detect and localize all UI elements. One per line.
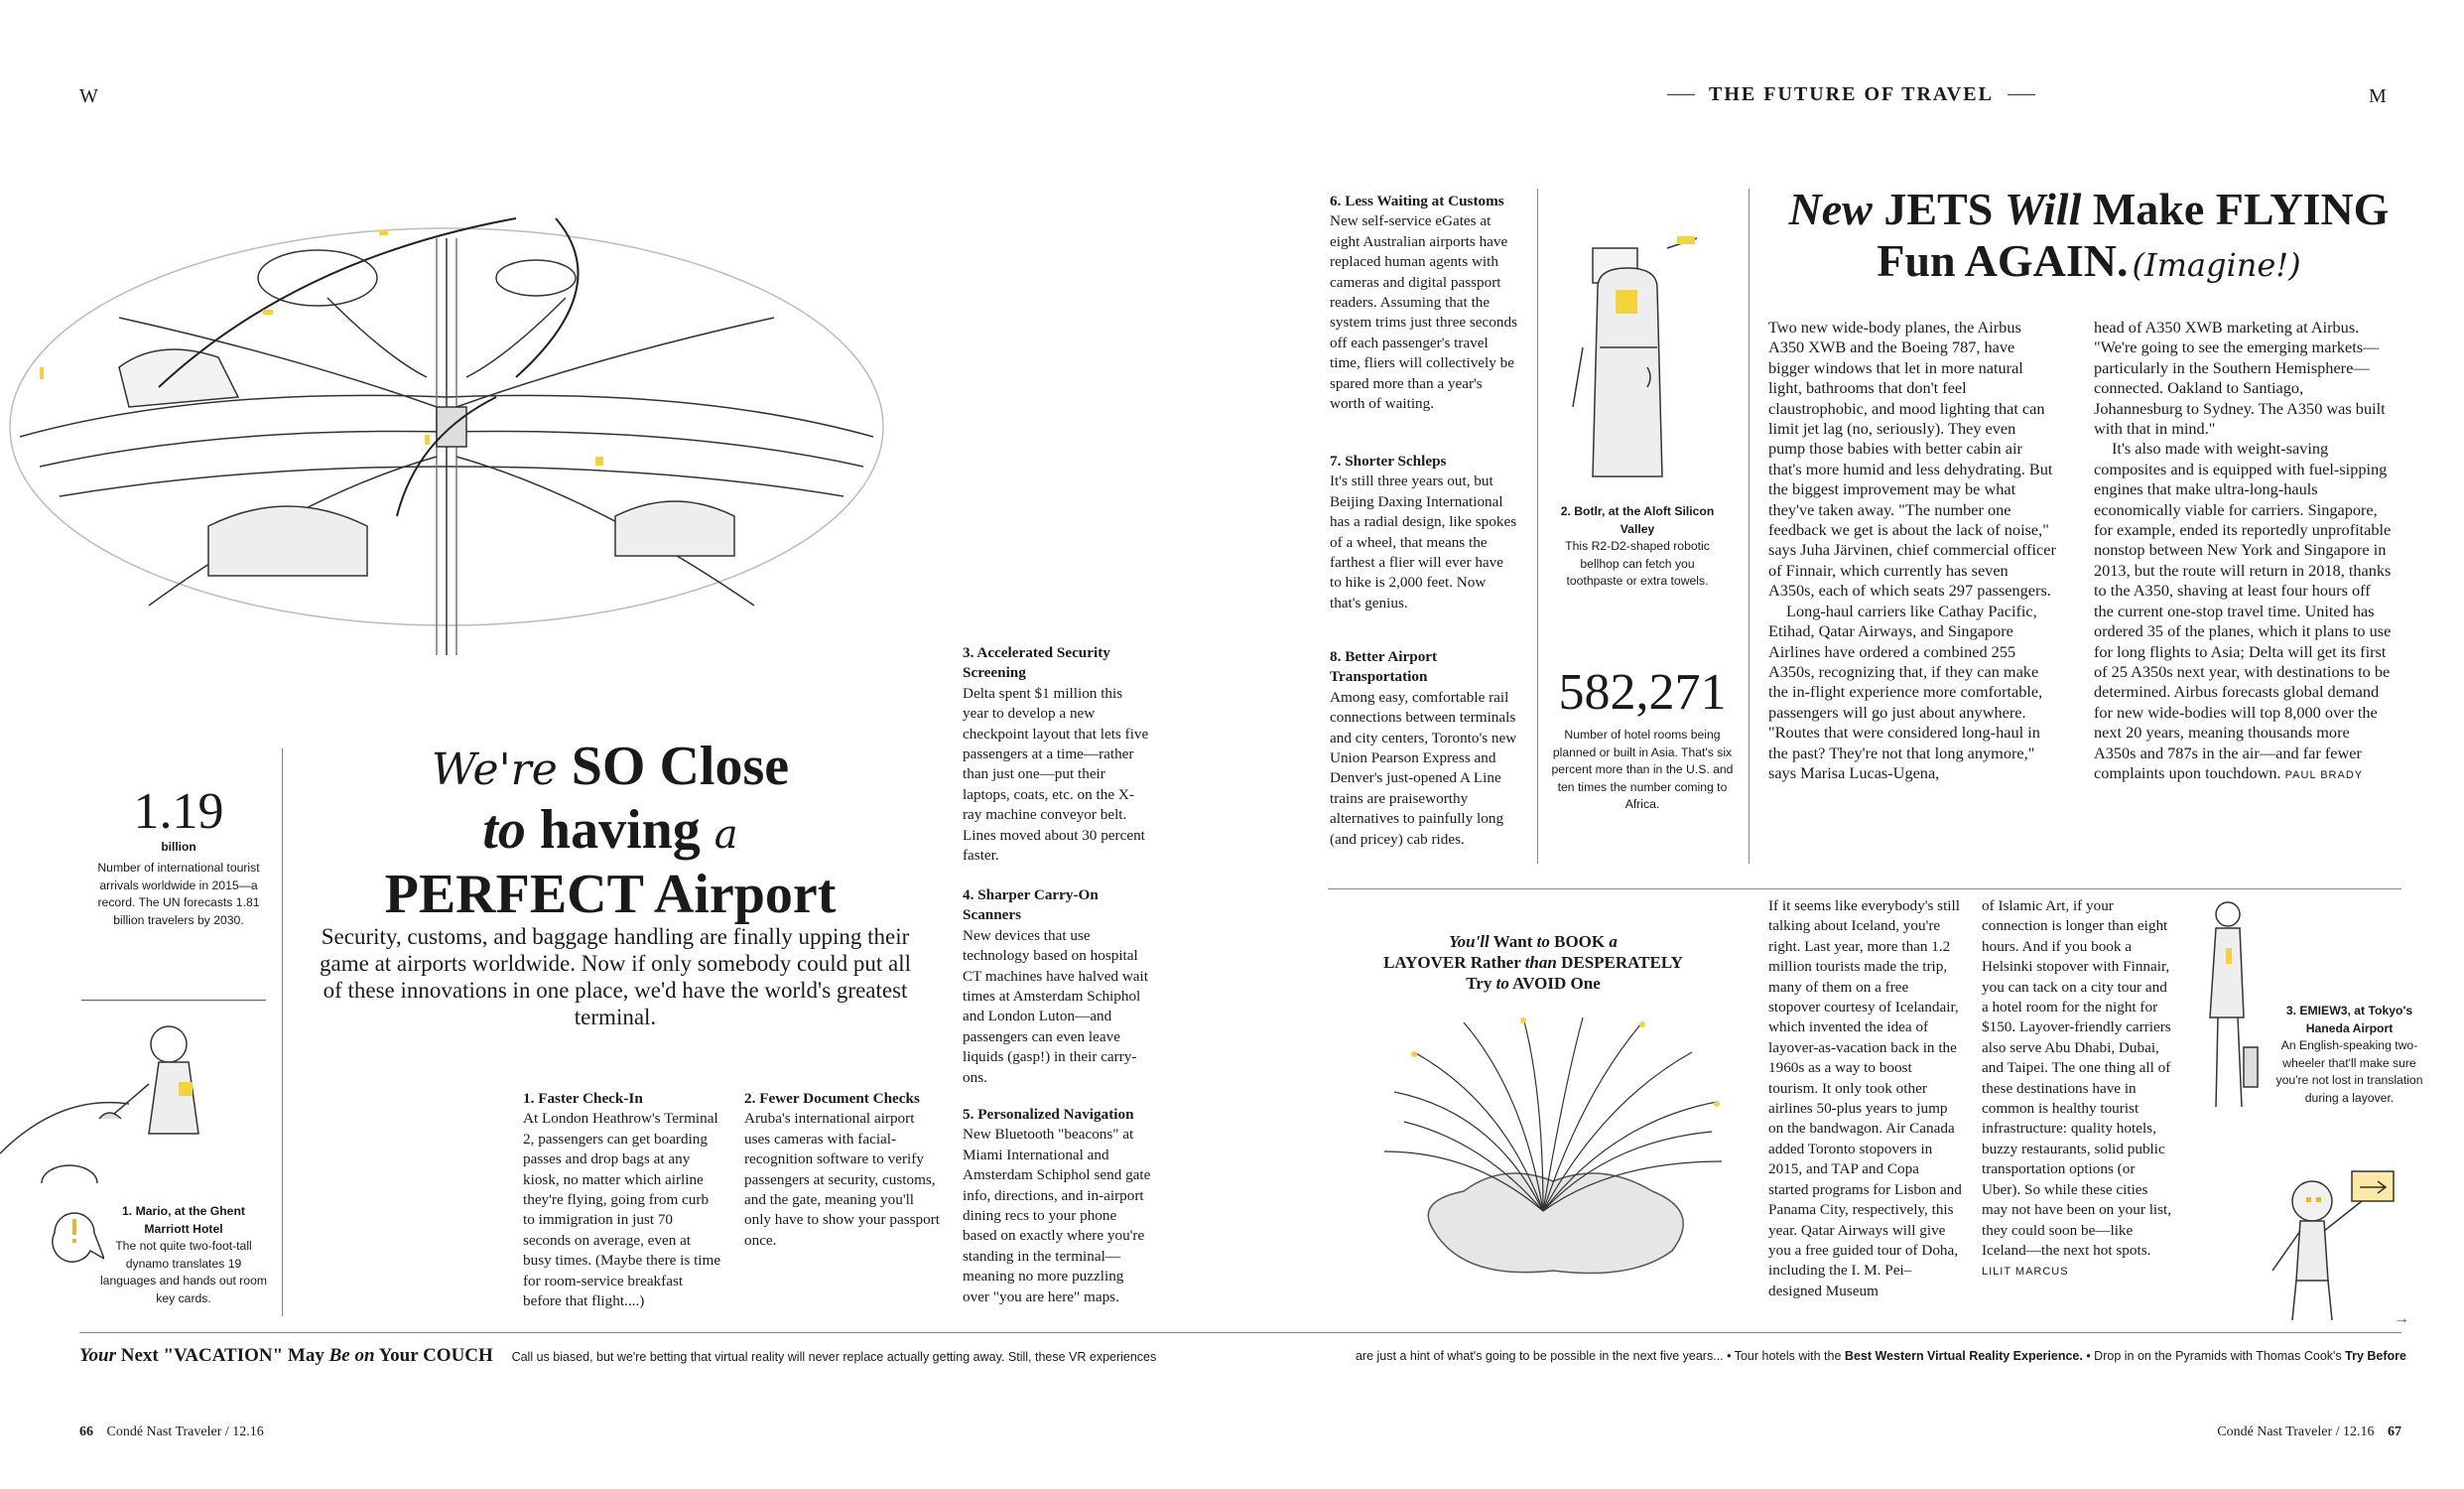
item-2-title: 2. Fewer Document Checks bbox=[744, 1090, 920, 1107]
headline-word-were: We're bbox=[431, 744, 558, 795]
jets-word-new: New bbox=[1788, 184, 1873, 234]
item-6-title: 6. Less Waiting at Customs bbox=[1330, 193, 1504, 209]
layover-want: Want bbox=[1492, 932, 1533, 951]
jets-fun-again: Fun AGAIN. bbox=[1877, 235, 2129, 286]
left-dek: Security, customs, and baggage handling are finally upping their game at airports worldwide. Now if only somebody could put all of these innovations in one place, we'd have the world's greatest terminal. bbox=[320, 924, 911, 1029]
mario-bell-icon bbox=[45, 1203, 104, 1263]
botlr-divider bbox=[1537, 189, 1538, 864]
header-rule-left bbox=[1667, 94, 1695, 96]
jets-imagine: (Imagine!) bbox=[2132, 246, 2301, 284]
item-7 bbox=[1330, 452, 1518, 613]
header-left-letter: W bbox=[79, 85, 98, 107]
jets-col-1-p2: Long-haul carriers like Cathay Pacific, Etihad, Qatar Airways, and Singapore Airlines have ordered a combined 255 A350s, recognizing that, if they can make the in-flight experience more comfortable, passengers will go just about anywhere. "Routes that were considered long-haul in the past? They're not that long anymore," says Marisa Lucas-Ugena, bbox=[1768, 601, 2043, 782]
iceland-flightpaths-illustration bbox=[1374, 1013, 1732, 1300]
vr-right-bold-b: Try Before bbox=[2345, 1349, 2406, 1363]
jets-col-1-p1: Two new wide-body planes, the Airbus A350 XWB and the Boeing 787, have bigger windows that let in more natural light, bathrooms that don't feel claustrophobic, and mood lighting that can limit jet lag (no, seriously). They even pump those babies with better cabin air that's more humid and less dehydrating. But the biggest improvement may be what they've taken away. "The number one feedback we get is about the lack of noise," says Juha Järvinen, chief commercial officer of Finnair, which currently has seven A350s, each of which seats 297 passengers. bbox=[1768, 318, 2056, 601]
stat-number: 1.19 bbox=[133, 783, 224, 840]
stat-1-19 bbox=[94, 784, 263, 929]
vr-right-text-a: are just a hint of what's going to be possible in the next five years... • Tour hotels with the bbox=[1355, 1349, 1842, 1363]
vr-strip-left-text: Call us biased, but we're betting that virtual reality will never replace actually getting away. Still, these VR experiences bbox=[511, 1350, 1157, 1364]
layover-a: a bbox=[1609, 932, 1618, 951]
item-3 bbox=[963, 643, 1151, 866]
layover-rather: LAYOVER Rather bbox=[1383, 953, 1521, 972]
vr-title-be: Be bbox=[328, 1345, 350, 1366]
item-7-title: 7. Shorter Schleps bbox=[1330, 453, 1447, 470]
item-8 bbox=[1330, 647, 1518, 850]
botlr-robot-illustration bbox=[1558, 228, 1717, 496]
item-2 bbox=[744, 1089, 943, 1251]
emiew-caption-text: An English-speaking two-wheeler that'll make sure you're not lost in translation during a layover. bbox=[2275, 1038, 2423, 1105]
layover-col-2-text: of Islamic Art, if your connection is longer than eight hours. And if you book a Helsinki stopover with Finnair, you can tack on a city tour and a hotel room for the night for $150. Layover-friendly carriers also serve Abu Dhabi, Dubai, and Taipei. The one thing all of these destinations have in common is healthy tourist infrastructure: quality hotels, buzzy restaurants, solid public transportation options (or Uber). So while these cities may not have been on your list, they could soon be—like Iceland—the next hot spots. bbox=[1982, 897, 2172, 1259]
item-4-title: 4. Sharper Carry-On Scanners bbox=[963, 886, 1099, 924]
jets-col-2 bbox=[2094, 318, 2392, 785]
stat-582271-text: Number of hotel rooms being planned or built in Asia. That's six percent more than in the U.S. and ten times the number coming to Africa. bbox=[1551, 728, 1734, 811]
vr-right-bold-a: Best Western Virtual Reality Experience. bbox=[1844, 1349, 2083, 1363]
vr-title-couch: Your COUCH bbox=[378, 1345, 493, 1366]
stat-582271-number: 582,271 bbox=[1558, 664, 1727, 721]
item-6-text: New self-service eGates at eight Australian airports have replaced human agents with cameras and digital passport readers. Assuming that the system trims just three seconds off each passenger's travel time, fliers will collectively be spared more than a year's worth of waiting. bbox=[1330, 212, 1517, 413]
mario-caption-text: The not quite two-foot-tall dynamo translates 19 languages and hands out room key cards. bbox=[99, 1239, 268, 1305]
stat-text: Number of international tourist arrivals worldwide in 2015—a record. The UN forecasts 1.81 billion travelers by 2030. bbox=[97, 861, 260, 927]
header-right-letter: M bbox=[2369, 85, 2387, 107]
emiew-traveler-illustration bbox=[2188, 898, 2268, 1117]
item-3-title: 3. Accelerated Security Screening bbox=[963, 644, 1110, 682]
jets-word-will: Will bbox=[2004, 184, 2082, 234]
item-5-text: New Bluetooth "beacons" at Miami International and Amsterdam Schiphol send gate info, directions, and in-airport dining recs to your phone based on exactly where you're standing in the terminal—meaning no more puzzling over "you are here" maps. bbox=[963, 1126, 1151, 1305]
stat-unit: billion bbox=[161, 840, 196, 854]
stat-divider bbox=[81, 1000, 266, 1001]
folio-left bbox=[79, 1424, 264, 1440]
item-8-text: Among easy, comfortable rail connections between terminals and city centers, Toronto's new Union Pearson Express and Denver's just-opened A Line trains are praiseworthy alternatives to painfully long (and pricey) cab rides. bbox=[1330, 688, 1517, 848]
layover-headline bbox=[1369, 931, 1697, 994]
section-title: THE FUTURE OF TRAVEL bbox=[1709, 83, 1994, 105]
layover-byline: LILIT MARCUS bbox=[1982, 1266, 2069, 1279]
item-4-text: New devices that use technology based on hospital CT machines have halved wait times at Amsterdam Schiphol and London Luton—and passengers can even leave liquids (gasp!) in their carry-ons. bbox=[963, 926, 1148, 1086]
layover-col-1: If it seems like everybody's still talking about Iceland, you're right. Last year, more than 1.2 million tourists made the trip, many of them on a free stopover courtesy of Icelandair, which invented the idea of layover-as-vacation back in the 1960s as a way to boost tourism. It only took other airlines 50-plus years to jump on the bandwagon. Air Canada added Toronto stopovers in 2015, and TAP and Copa started programs for Lisbon and Panama City, respectively, this year. Qatar Airways will give you a free guided tour of Doha, including the I. M. Pei–designed Museum bbox=[1768, 897, 1962, 1299]
mario-caption bbox=[99, 1203, 268, 1307]
mario-caption-title: 1. Mario, at the Ghent Marriott Hotel bbox=[122, 1204, 245, 1236]
layover-to2: to bbox=[1495, 974, 1509, 993]
header-center bbox=[1667, 83, 2074, 106]
footer-top-rule bbox=[79, 1332, 2401, 1333]
layover-to1: to bbox=[1536, 932, 1550, 951]
folio-right-pub: Condé Nast Traveler / 12.16 bbox=[2217, 1424, 2375, 1439]
layover-book: BOOK bbox=[1554, 932, 1606, 951]
item-8-title: 8. Better Airport Transportation bbox=[1330, 648, 1438, 686]
jets-word-make-flying: Make FLYING bbox=[2092, 184, 2390, 234]
layover-col-2 bbox=[1982, 896, 2175, 1283]
jets-col-2-p1: head of A350 XWB marketing at Airbus. "We're going to see the emerging markets—particularly in the Southern Hemisphere—connected. Oakland to Santiago, Johannesburg to Sydney. The A350 was built with that in mind." bbox=[2094, 318, 2386, 439]
botlr-caption-title: 2. Botlr, at the Aloft Silicon Valley bbox=[1560, 504, 1715, 536]
jets-col-2-p2: It's also made with weight-saving composites and is equipped with fuel-sipping engines that make ultra-long-hauls economically viable for carriers. Singapore, for example, ended its reportedly unprofitable nonstop between New York and Singapore in 2013, but the route will return in 2018, thanks to the A350, shaving at least four hours off the current one-stop travel time. United has ordered 35 of the planes, which it plans to use for long flights to Asia; Delta will get its first of 25 A350s next year, with destinations to be determined. Airbus forecasts global demand for new wide-bodies will top 8,000 over the next 20 years, meaning thousands more A350s and 787s in the air—and far fewer complaints upon touchdown. bbox=[2094, 439, 2392, 782]
headline-perfect-airport: PERFECT Airport bbox=[384, 864, 837, 925]
vr-title-next: Next "VACATION" May bbox=[120, 1345, 324, 1366]
vr-title-on: on bbox=[354, 1345, 375, 1366]
jets-word-jets: JETS bbox=[1883, 184, 1994, 234]
item-1-title: 1. Faster Check-In bbox=[523, 1090, 643, 1107]
folio-left-pub: Condé Nast Traveler / 12.16 bbox=[106, 1424, 264, 1439]
jets-headline bbox=[1771, 184, 2406, 298]
vr-strip-right bbox=[1330, 1349, 2406, 1363]
stat-582271 bbox=[1548, 663, 1737, 814]
airport-illustration bbox=[0, 139, 893, 695]
item-3-text: Delta spent $1 million this year to develop a new checkpoint layout that lets five passengers at a time—rather than just one—put their laptops, coats, etc. on the X-ray machine conveyor belt. Lines moved about 30 percent faster. bbox=[963, 684, 1149, 865]
header-rule-right bbox=[2008, 94, 2035, 96]
headline-so-close: SO Close bbox=[571, 736, 790, 797]
layover-youll: You'll bbox=[1449, 932, 1490, 951]
vr-title-your: Your bbox=[79, 1345, 116, 1366]
vr-strip-title bbox=[79, 1345, 498, 1366]
vr-strip-left bbox=[79, 1345, 1211, 1367]
continue-arrow-icon: → bbox=[2394, 1310, 2409, 1327]
botlr-caption-text: This R2-D2-shaped robotic bellhop can fetch you toothpaste or extra towels. bbox=[1565, 539, 1710, 588]
mario-robot-illustration bbox=[0, 1005, 278, 1183]
botlr-caption bbox=[1553, 503, 1722, 591]
item-6 bbox=[1330, 192, 1518, 414]
emiew-caption-title: 3. EMIEW3, at Tokyo's Haneda Airport bbox=[2285, 1004, 2413, 1035]
headline-a: a bbox=[713, 812, 738, 858]
left-column-rule bbox=[282, 748, 283, 1316]
item-5 bbox=[963, 1105, 1151, 1307]
item-7-text: It's still three years out, but Beijing Daxing International has a radial design, like spokes of a wheel, that means the farthest a flier will ever have to hike is 2,000 feet. Now that's genius. bbox=[1330, 473, 1517, 611]
headline-having: having bbox=[539, 799, 701, 861]
folio-right-page: 67 bbox=[2388, 1424, 2401, 1439]
jets-col-1 bbox=[1768, 318, 2056, 783]
item-1-text: At London Heathrow's Terminal 2, passengers can get boarding passes and drop bags at any kiosk, no matter which airline they're flying, going from curb to immigration in just 70 seconds on average, even at busy times. (Maybe there is time for room-service breakfast before that flight....) bbox=[523, 1110, 721, 1310]
jets-byline: PAUL BRADY bbox=[2284, 768, 2364, 781]
layover-top-rule bbox=[1328, 888, 2401, 889]
folio-left-page: 66 bbox=[79, 1424, 93, 1439]
layover-than: than bbox=[1524, 953, 1557, 972]
item-1 bbox=[523, 1089, 721, 1311]
item-4 bbox=[963, 885, 1151, 1088]
layover-avoid: AVOID One bbox=[1512, 974, 1601, 993]
item-5-title: 5. Personalized Navigation bbox=[963, 1106, 1134, 1123]
folio-right bbox=[2173, 1424, 2401, 1440]
left-headline bbox=[288, 737, 933, 924]
layover-try: Try bbox=[1466, 974, 1492, 993]
vr-right-text-b: • Drop in on the Pyramids with Thomas Cook's bbox=[2086, 1349, 2342, 1363]
layover-desperately: DESPERATELY bbox=[1561, 953, 1683, 972]
headline-to: to bbox=[482, 799, 526, 861]
jets-left-rule bbox=[1749, 189, 1750, 864]
emiew-robot-illustration bbox=[2253, 1161, 2411, 1330]
emiew-caption bbox=[2272, 1003, 2426, 1107]
item-2-text: Aruba's international airport uses cameras with facial-recognition software to verify passengers at security, customs, and the gate, meaning you'll only have to show your passport once. bbox=[744, 1110, 940, 1249]
